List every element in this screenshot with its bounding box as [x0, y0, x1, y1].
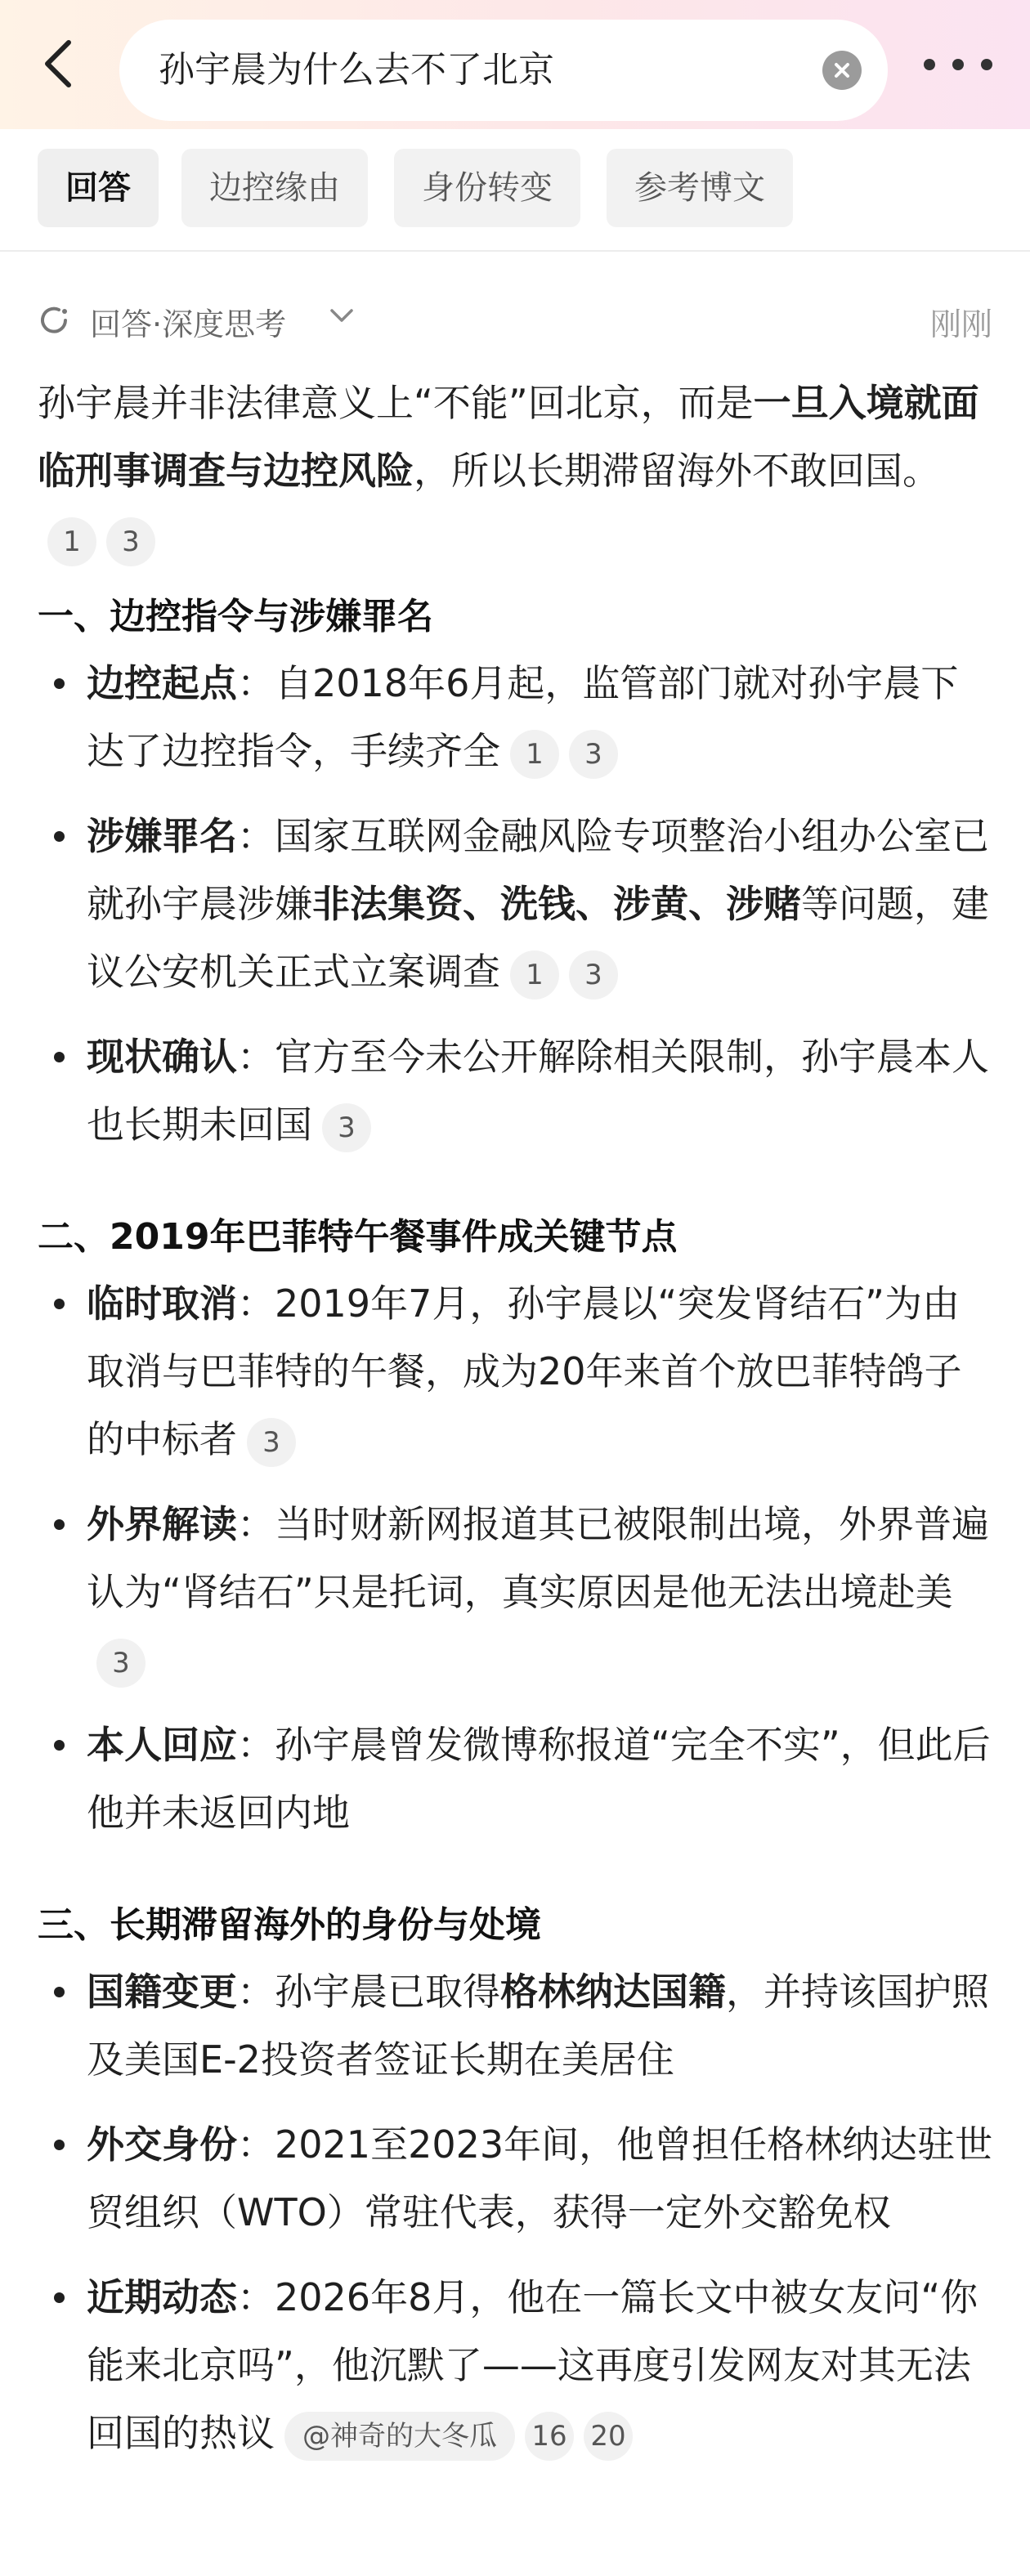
chevron-left-icon [43, 39, 72, 88]
citation-badge[interactable]: 1 [510, 730, 559, 779]
back-button[interactable] [31, 38, 83, 90]
item-text: ：孙宇晨已取得 [237, 1970, 500, 2014]
item-label: 国籍变更 [87, 1970, 237, 2014]
list-item [38, 1958, 994, 2094]
citation-badge[interactable]: 3 [322, 1103, 371, 1152]
answer-content [38, 369, 994, 2467]
item-text: ：2026年8月，他在一篇长文中被女友问“你能来北京吗”，他沉默了——这再度引发网友对其无法回国的热议 [87, 2275, 978, 2455]
tab-border-control-reason[interactable]: 边控缘由 [181, 149, 368, 227]
item-label: 外交身份 [87, 2122, 237, 2167]
citation-badge[interactable]: 3 [569, 730, 618, 779]
item-text: ：孙宇晨曾发微博称报道“完全不实”，但此后他并未返回内地 [87, 1723, 991, 1835]
section-list [38, 1958, 994, 2467]
list-item [38, 2111, 994, 2247]
citation-badge[interactable]: 3 [247, 1418, 296, 1467]
section-list [38, 650, 994, 1159]
item-label: 边控起点 [87, 661, 237, 705]
item-label: 外界解读 [87, 1502, 237, 1546]
tab-identity-change[interactable]: 身份转变 [394, 149, 580, 227]
chevron-down-icon[interactable] [329, 307, 355, 324]
more-dot-icon [981, 59, 992, 70]
item-label: 本人回应 [87, 1723, 237, 1767]
citation-badge[interactable]: 1 [510, 950, 559, 1000]
citation-badge[interactable]: 3 [569, 950, 618, 1000]
item-text: ：2021至2023年间，他曾担任格林纳达驻世贸组织（WTO）常驻代表，获得一定外交豁免权 [87, 2122, 993, 2234]
intro-text: ，所以长期滞留海外不敢回国。 [414, 449, 940, 493]
answer-timestamp: 刚刚 [929, 306, 992, 342]
citation-badge[interactable]: 3 [106, 517, 155, 566]
tab-bar [0, 129, 1030, 252]
section-heading: 三、长期滞留海外的身份与处境 [38, 1904, 541, 1946]
list-item [38, 2264, 994, 2467]
section-heading: 一、边控指令与涉嫌罪名 [38, 596, 433, 637]
item-text: ：国家互联网金融风险专项整治小组办公室已就孙宇晨涉嫌 [87, 814, 989, 926]
clear-search-button[interactable] [822, 51, 862, 90]
intro-bold-text: 一旦入境就面临刑事调查与边控风险 [38, 381, 979, 493]
close-icon [833, 61, 851, 79]
item-label: 涉嫌罪名 [87, 814, 237, 858]
list-item [38, 650, 994, 785]
item-text: ：当时财新网报道其已被限制出境，外界普遍认为“肾结石”只是托词，真实原因是他无法出境赴美 [87, 1502, 989, 1614]
list-item [38, 803, 994, 1006]
citation-badge[interactable]: 20 [584, 2412, 633, 2461]
section-heading: 二、2019年巴菲特午餐事件成关键节点 [38, 1216, 678, 1258]
answer-mode-label[interactable]: 回答·深度思考 [90, 306, 287, 342]
more-dot-icon [924, 59, 935, 70]
item-text: ：官方至今未公开解除相关限制，孙宇晨本人也长期未回国 [87, 1035, 989, 1147]
intro-text: 孙宇晨并非法律意义上“不能”回北京，而是 [38, 381, 754, 425]
search-query: 孙宇晨为什么去不了北京 [159, 49, 554, 91]
item-label: 临时取消 [87, 1281, 237, 1326]
more-options-button[interactable] [924, 52, 992, 77]
intro-paragraph [38, 369, 994, 573]
deep-thinking-icon [38, 304, 70, 337]
section-list [38, 1270, 994, 1847]
citation-badge[interactable]: 16 [525, 2412, 574, 2461]
item-label: 近期动态 [87, 2275, 237, 2319]
list-item [38, 1711, 994, 1847]
item-text: 等问题，建议公安机关正式立案调查 [87, 882, 989, 994]
list-item [38, 1023, 994, 1159]
source-badge[interactable]: @神奇的大冬瓜 [284, 2412, 515, 2461]
tab-answer[interactable]: 回答 [38, 149, 159, 227]
top-bar [0, 0, 1030, 129]
item-label: 现状确认 [87, 1035, 237, 1079]
list-item [38, 1270, 994, 1474]
citation-badge[interactable]: 1 [47, 517, 96, 566]
item-text: ，并持该国护照及美国E-2投资者签证长期在美居住 [87, 1970, 989, 2082]
item-bold-text: 非法集资、洗钱、涉黄、涉赌 [312, 882, 801, 926]
tab-reference-posts[interactable]: 参考博文 [607, 149, 793, 227]
item-text: ：自2018年6月起，监管部门就对孙宇晨下达了边控指令，手续齐全 [87, 661, 959, 773]
search-input[interactable] [119, 20, 888, 121]
item-text: ：2019年7月，孙宇晨以“突发肾结石”为由取消与巴菲特的午餐，成为20年来首个放巴菲特鸽子的中标者 [87, 1281, 962, 1461]
more-dot-icon [952, 59, 964, 70]
citation-badge[interactable]: 3 [96, 1639, 146, 1688]
list-item [38, 1491, 994, 1694]
item-bold-text: 格林纳达国籍 [500, 1970, 726, 2014]
answer-meta [38, 293, 992, 350]
